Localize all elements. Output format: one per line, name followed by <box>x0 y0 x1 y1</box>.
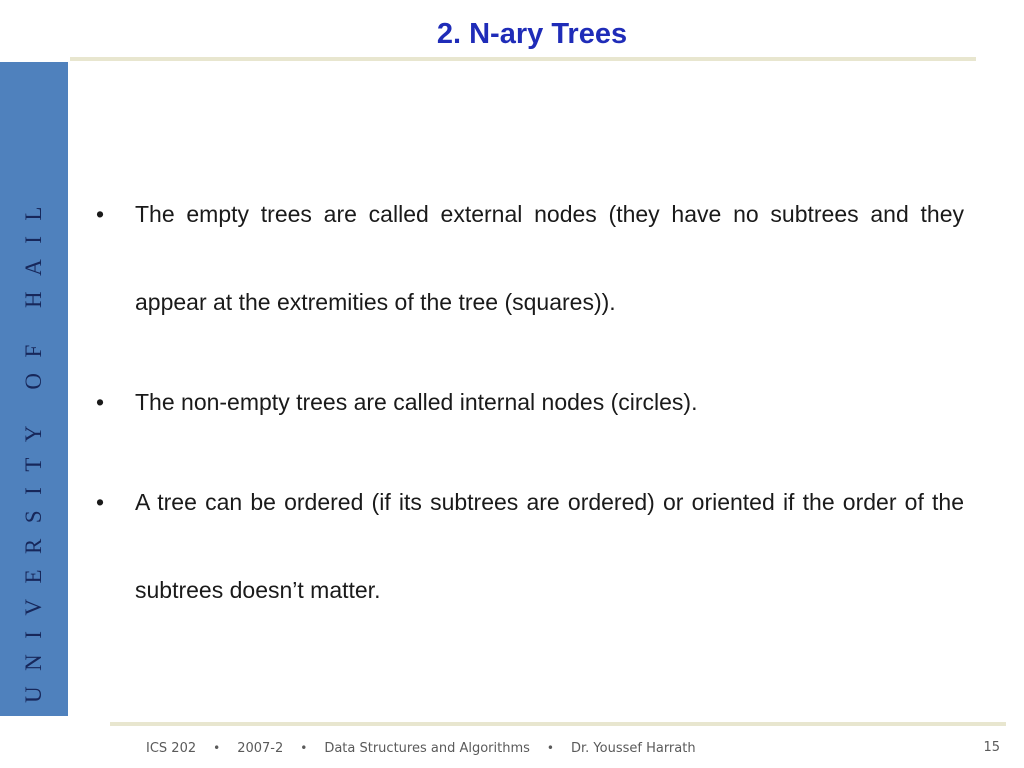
page-number: 15 <box>983 740 1000 755</box>
side-band-text: UNIVERSITY OF HAIL <box>21 191 46 703</box>
bullet-item <box>96 358 964 446</box>
bullet-text: A tree can be ordered (if its subtrees are ordered) or oriented if the order of the subtrees doesn’t matter. <box>135 489 964 603</box>
bullet-text: The non-empty trees are called internal nodes (circles). <box>135 389 698 415</box>
footer <box>146 737 1000 759</box>
bullet-item <box>96 458 964 634</box>
footer-separator: • <box>300 741 308 755</box>
bullet-text: The empty trees are called external nodes (they have no subtrees and they appear at the extremities of the tree (squares)). <box>135 201 964 315</box>
bullet-marker: • <box>96 389 105 415</box>
footer-subject: Data Structures and Algorithms <box>324 741 530 756</box>
slide-title: 2. N-ary Trees <box>436 18 628 50</box>
footer-course: ICS 202 <box>146 741 197 756</box>
bullet-marker: • <box>96 201 105 227</box>
footer-term: 2007-2 <box>237 741 284 756</box>
footer-rule <box>110 722 1006 726</box>
bullet-item <box>96 170 964 346</box>
footer-author: Dr. Youssef Harrath <box>570 741 696 756</box>
side-band <box>0 62 68 716</box>
footer-separator: • <box>213 741 221 755</box>
bullet-list <box>96 170 964 634</box>
title-rule <box>70 57 976 61</box>
bullet-marker: • <box>96 489 105 515</box>
footer-separator: • <box>546 741 554 755</box>
